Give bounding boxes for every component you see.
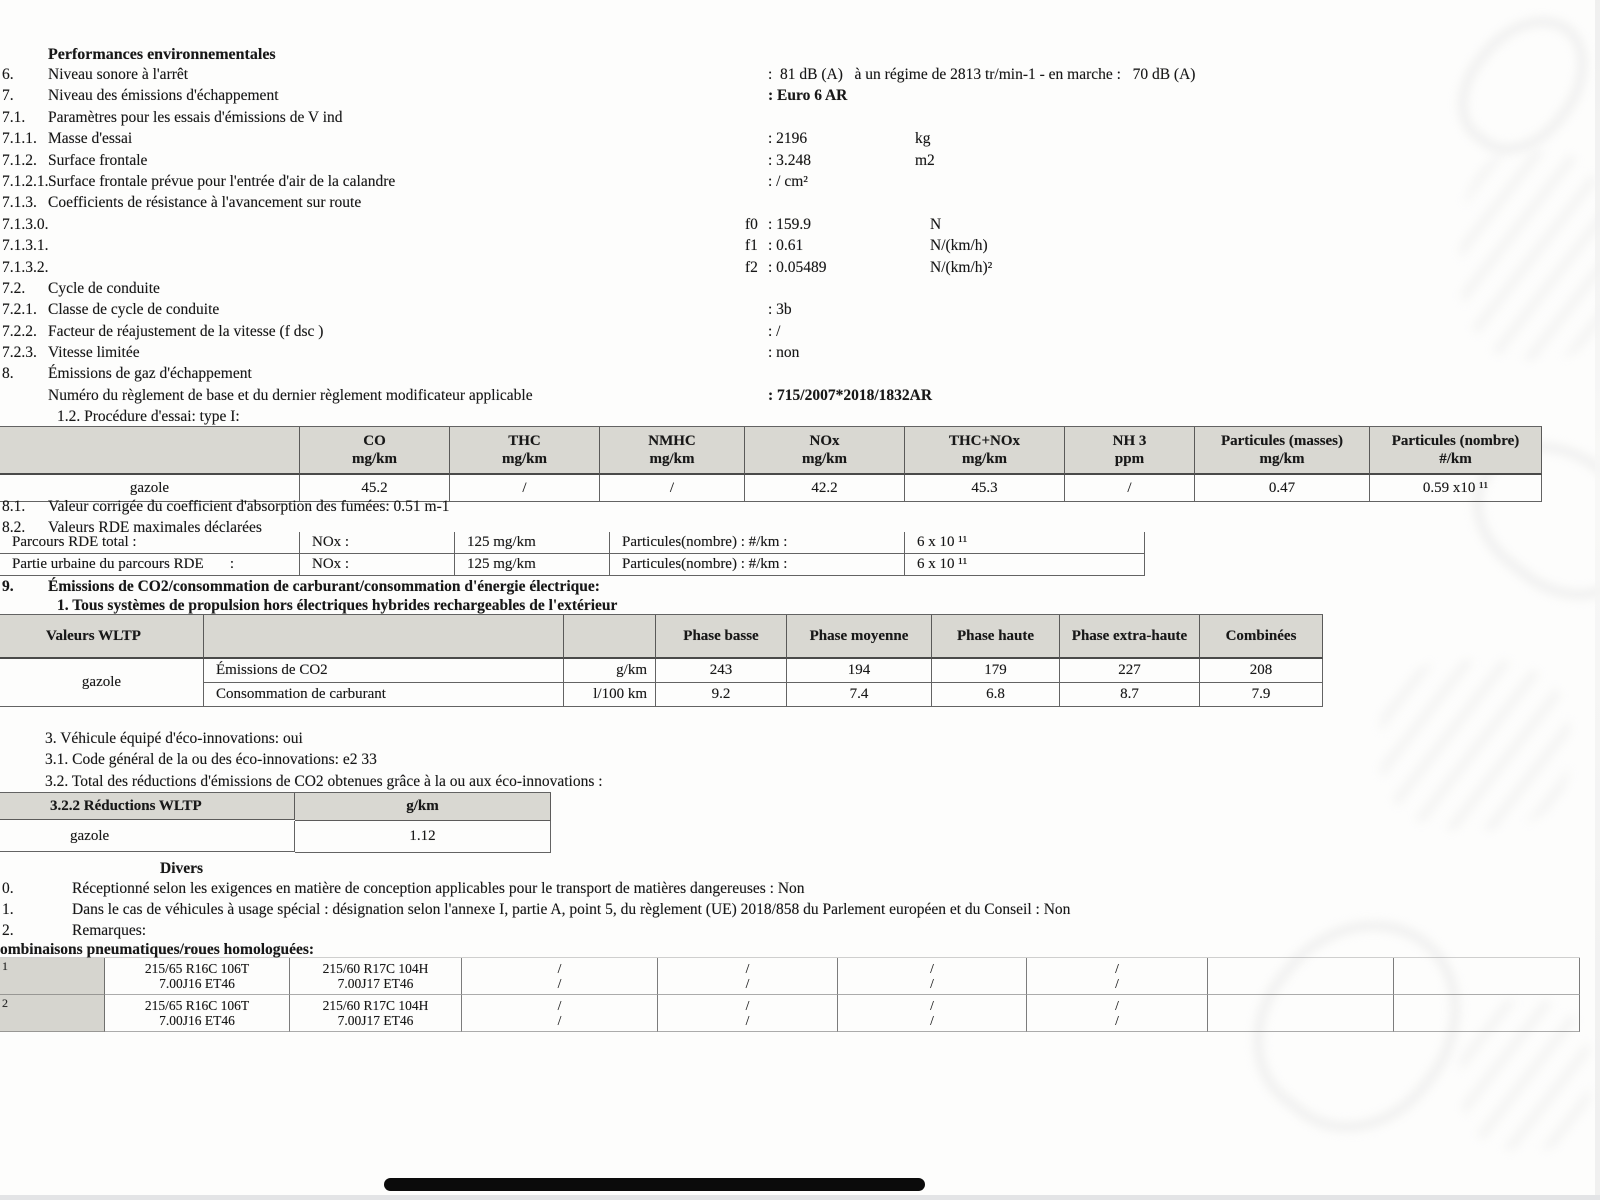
emissions-header-cell [300, 427, 450, 475]
tyre-spec-cell [658, 995, 838, 1032]
eco-value-cell: 1.12 [295, 821, 551, 853]
redaction-bar [384, 1178, 925, 1191]
wltp-header [0, 614, 1323, 659]
eco-table-row [0, 821, 551, 853]
item-number: 8. [2, 365, 14, 383]
list-item [0, 259, 1600, 280]
pollutant-name: THC+NOx [948, 433, 1021, 449]
pollutant-unit: mg/km [352, 451, 397, 467]
wltp-value-cell: 9.2 [656, 683, 787, 707]
item-label: Remarques: [72, 922, 147, 939]
item-label: Surface frontale prévue pour l'entrée d'air de la calandre [48, 172, 396, 190]
coefficient-code: f0 [745, 215, 758, 233]
emissions-header-cell [450, 427, 600, 475]
pollutant-unit: mg/km [962, 451, 1007, 467]
item-unit: N/(km/h) [930, 237, 988, 255]
item-number: 7. [2, 87, 14, 105]
rde-row [0, 532, 1145, 554]
item-value: : Euro 6 AR [768, 87, 848, 105]
tyre-row-number: 2 [2, 996, 8, 1010]
list-item [0, 344, 1600, 365]
list-item [0, 152, 1600, 173]
wltp-phase-cell: Phase extra-haute [1060, 615, 1200, 659]
item-number: 6. [2, 66, 14, 83]
tyre-spec-line: / [745, 976, 750, 991]
wltp-phase-cell: Phase moyenne [787, 615, 932, 659]
item-label: Numéro du règlement de base et du dernier règlement modificateur applicable [48, 386, 533, 404]
eco-table-header [0, 792, 551, 821]
item-value: : 159.9 [768, 215, 812, 233]
list-item [0, 301, 1600, 322]
item-label: Facteur de réajustement de la vitesse (f dsc ) [48, 322, 324, 340]
item-unit: m2 [915, 151, 935, 169]
tyre-spec-cell [462, 995, 658, 1032]
item-value: : / [768, 322, 781, 340]
wltp-corner-cell: Valeurs WLTP [0, 615, 204, 659]
pollutant-name: NOx [809, 433, 840, 449]
emissions-header-cell [905, 427, 1065, 475]
emissions-value-cell: 0.47 [1195, 475, 1370, 502]
item-label: Coefficients de résistance à l'avancement sur route [48, 194, 362, 212]
pollutant-name: THC [508, 433, 541, 449]
watermark-artifact [1380, 660, 1570, 830]
item-number: 7.1.3.1. [2, 237, 49, 255]
emissions-value-cell: / [600, 475, 745, 502]
rde-cell: Particules(nombre) : #/km : [610, 554, 905, 576]
item-number: 8.2. [2, 519, 26, 537]
item-value: : 0.61 [768, 237, 804, 255]
emissions-header-cell [1195, 427, 1370, 475]
wltp-header-cell [204, 615, 564, 659]
tyre-spec-line: / [557, 1013, 562, 1028]
emissions-table-header [0, 426, 1542, 475]
tyre-spec-line: 215/60 R17C 104H [322, 960, 429, 976]
item-label: Cycle de conduite [48, 279, 160, 297]
wltp-phase-cell: Phase basse [656, 615, 787, 659]
list-item [0, 365, 1600, 386]
pollutant-name: Particules (masses) [1220, 433, 1344, 449]
rde-cell: 125 mg/km [455, 554, 610, 576]
item-value: : 81 dB (A) à un régime de 2813 tr/min-1 - en marche : 70 dB (A) [768, 66, 1196, 83]
wltp-fuel-cell: gazole [0, 659, 204, 707]
pollutant-name: Particules (nombre) [1391, 433, 1520, 449]
tyre-spec-cell [1394, 958, 1580, 995]
divers-list [0, 880, 1600, 943]
wltp-row-unit: g/km [564, 659, 656, 683]
item-number: 0. [2, 880, 14, 897]
item-number: 7.1.3.0. [2, 215, 49, 233]
list-item [0, 280, 1600, 301]
tyre-row-number: 1 [2, 959, 8, 973]
emissions-value-cell: / [1065, 475, 1195, 502]
tyre-spec-cell [1394, 995, 1580, 1032]
tyre-spec-line: / [557, 960, 562, 976]
emissions-header-cell [1065, 427, 1195, 475]
tyre-spec-line: / [930, 1013, 934, 1028]
item-label: Masse d'essai [48, 130, 133, 148]
tyre-spec-line: / [1115, 976, 1119, 991]
tyre-table [0, 957, 1580, 1032]
item-label: Niveau des émissions d'échappement [48, 87, 279, 105]
item-number: 7.1.1. [2, 130, 37, 148]
rde-cell: 6 x 10 ¹¹ [905, 554, 1145, 576]
list-item [0, 87, 1600, 108]
divers-title: Divers [160, 860, 204, 877]
item-label: Classe de cycle de conduite [48, 301, 220, 319]
tyre-spec-cell [1027, 958, 1208, 995]
wltp-phase-cell: Combinées [1200, 615, 1323, 659]
tyre-spec-line: / [930, 997, 934, 1013]
emissions-header-cell [745, 427, 905, 475]
divers-item [0, 901, 1600, 922]
list-item [0, 498, 1600, 519]
tyre-spec-cell [462, 958, 658, 995]
item-number: 7.2. [2, 279, 26, 297]
wltp-value-cell: 227 [1060, 659, 1200, 683]
wltp-value-cell: 7.4 [787, 683, 932, 707]
pollutant-name: CO [363, 433, 386, 449]
item-value: : 715/2007*2018/1832AR [768, 386, 933, 404]
tyre-spec-line: / [557, 976, 562, 991]
wltp-value-cell: 7.9 [1200, 683, 1323, 707]
emissions-value-cell: 42.2 [745, 475, 905, 502]
page-edge-bottom [0, 1195, 1600, 1200]
tyre-combinations-heading: ombinaisons pneumatiques/roues homologuées: [0, 941, 315, 958]
pollutant-name: NH 3 [1112, 433, 1147, 449]
eco-fuel-cell: gazole [0, 821, 295, 852]
item-label: Émissions de gaz d'échappement [48, 365, 252, 383]
eco-line: 3.1. Code général de la ou des éco-innovations: e2 33 [45, 751, 377, 769]
rde-cell: NOx : [300, 532, 455, 554]
wltp-body [0, 659, 1323, 707]
item-label: Surface frontale [48, 151, 148, 169]
emissions-table [0, 426, 1542, 502]
item-label: Émissions de CO2/consommation de carburant/consommation d'énergie électrique: [48, 578, 600, 595]
tyre-row-label-cell [0, 958, 105, 995]
wltp-row-label: Consommation de carburant [204, 683, 564, 707]
item-value: : 3b [768, 301, 792, 319]
list-item [0, 323, 1600, 344]
parameter-list [0, 66, 1600, 430]
tyre-row-label-cell [0, 995, 105, 1032]
eco-line: 3.2. Total des réductions d'émissions de CO2 obtenues grâce à la ou aux éco-innovations : [45, 772, 603, 790]
emissions-value-cell: / [450, 475, 600, 502]
tyre-spec-line: 7.00J16 ET46 [159, 1013, 235, 1028]
wltp-table [0, 614, 1323, 707]
divers-item [0, 880, 1600, 901]
eco-header-cell: 3.2.2 Réductions WLTP [0, 793, 295, 820]
tyre-spec-line: / [1115, 1013, 1119, 1028]
emissions-value-cell: gazole [0, 475, 300, 502]
rde-row [0, 554, 1145, 576]
pollutant-unit: ppm [1114, 451, 1145, 467]
item-value: : non [768, 344, 800, 362]
item-label: Paramètres pour les essais d'émissions de V ind [48, 108, 343, 126]
item-unit: kg [915, 130, 931, 148]
item-number: 7.2.3. [2, 344, 37, 362]
emissions-value-cell: 45.3 [905, 475, 1065, 502]
tyre-spec-line: / [745, 1013, 750, 1028]
item-value: : 2196 [768, 130, 808, 148]
section-title: Performances environnementales [48, 46, 276, 63]
tyre-spec-line: 7.00J17 ET46 [337, 1013, 414, 1028]
eco-innovation-lines [45, 730, 603, 794]
item-number: 7.2.1. [2, 301, 37, 319]
tyre-spec-cell [658, 958, 838, 995]
item-label: Vitesse limitée [48, 344, 140, 362]
emissions-header-cell [600, 427, 745, 475]
rde-table [0, 532, 1145, 576]
wltp-value-cell: 208 [1200, 659, 1323, 683]
wltp-row-label: Émissions de CO2 [204, 659, 564, 683]
tyre-spec-cell [105, 958, 290, 995]
tyre-spec-cell [290, 995, 462, 1032]
tyre-spec-cell [105, 995, 290, 1032]
tyre-spec-line: / [930, 960, 934, 976]
list-item [0, 130, 1600, 151]
item-number: 9. [2, 578, 14, 595]
wltp-value-cell: 6.8 [932, 683, 1060, 707]
tyre-spec-line: / [745, 960, 750, 976]
item-label: Valeur corrigée du coefficient d'absorption des fumées: 0.51 m-1 [48, 498, 450, 515]
item-number: 8.1. [2, 498, 26, 515]
item-number: 2. [2, 922, 14, 939]
tyre-spec-line: 215/65 R16C 106T [144, 960, 250, 976]
wltp-value-cell: 194 [787, 659, 932, 683]
co2-section-subheading: 1. Tous systèmes de propulsion hors électriques hybrides rechargeables de l'extérieur [57, 597, 618, 614]
rde-cell: Partie urbaine du parcours RDE : [0, 554, 300, 576]
item-label: 1.2. Procédure d'essai: type I: [57, 408, 240, 426]
tyre-spec-cell [290, 958, 462, 995]
page-edge-right [1595, 0, 1600, 1200]
rde-cell: 6 x 10 ¹¹ [905, 532, 1145, 554]
tyre-spec-cell [1208, 995, 1394, 1032]
rde-cell: Particules(nombre) : #/km : [610, 532, 905, 554]
eco-line: 3. Véhicule équipé d'éco-innovations: oui [45, 730, 303, 747]
divers-item [0, 922, 1600, 943]
item-label: Valeurs RDE maximales déclarées [48, 519, 262, 537]
pollutant-unit: mg/km [502, 451, 547, 467]
rde-cell: NOx : [300, 554, 455, 576]
wltp-value-cell: 243 [656, 659, 787, 683]
item-value: : 0.05489 [768, 258, 827, 276]
tyre-spec-line: 7.00J16 ET46 [159, 976, 235, 991]
pollutant-unit: mg/km [802, 451, 847, 467]
tyre-spec-cell [838, 995, 1027, 1032]
tyre-spec-line: 7.00J17 ET46 [337, 976, 414, 991]
pollutant-unit: mg/km [649, 451, 695, 467]
tyre-spec-line: / [930, 976, 934, 991]
tyre-spec-cell [838, 958, 1027, 995]
wltp-phase-cell: Phase haute [932, 615, 1060, 659]
item-number: 7.1.2. [2, 151, 37, 169]
emissions-value-cell: 0.59 x10 ¹¹ [1370, 475, 1542, 502]
item-unit: N/(km/h)² [930, 258, 993, 276]
list-item [0, 173, 1600, 194]
emissions-header-cell [1370, 427, 1542, 475]
item-number: 7.2.2. [2, 322, 37, 340]
pollutant-name: NMHC [648, 433, 696, 449]
list-item [0, 66, 1600, 87]
emissions-value-cell: 45.2 [300, 475, 450, 502]
tyre-row [0, 995, 1580, 1032]
tyre-spec-cell [1208, 958, 1394, 995]
item-number: 7.1.2.1. [2, 172, 49, 190]
item-label: Dans le cas de véhicules à usage spécial : désignation selon l'annexe I, partie A, point 5, du règlement (UE) 2018/858 du Parlement européen et du Conseil : Non [72, 901, 1071, 918]
tyre-spec-line: 215/65 R16C 106T [144, 997, 250, 1013]
pollutant-unit: #/km [1439, 451, 1472, 467]
item-number: 1. [2, 901, 14, 918]
list-item [0, 194, 1600, 215]
item-unit: N [930, 215, 942, 233]
list-item [0, 109, 1600, 130]
eco-reductions-table [0, 792, 551, 853]
tyre-row [0, 958, 1580, 995]
item-value: : / cm² [768, 172, 808, 190]
item-value: : 3.248 [768, 151, 812, 169]
tyre-spec-line: / [557, 997, 562, 1013]
list-item [0, 387, 1600, 408]
tyre-spec-cell [1027, 995, 1208, 1032]
list-item [0, 216, 1600, 237]
wltp-value-cell: 179 [932, 659, 1060, 683]
tyre-spec-line: 215/60 R17C 104H [322, 997, 429, 1013]
emissions-header-cell [0, 427, 300, 475]
rde-cell: 125 mg/km [455, 532, 610, 554]
tyre-spec-line: / [745, 997, 750, 1013]
coefficient-code: f1 [745, 237, 758, 255]
wltp-row-unit: l/100 km [564, 683, 656, 707]
tyre-spec-line: / [1115, 997, 1119, 1013]
item-number: 7.1. [2, 108, 26, 126]
eco-header-cell: g/km [295, 793, 551, 821]
tyre-spec-line: / [1115, 960, 1119, 976]
wltp-header-cell [564, 615, 656, 659]
item-label: Réceptionné selon les exigences en matière de conception applicables pour le transport de matières dangereuses : Non [72, 880, 805, 897]
item-label: Niveau sonore à l'arrêt [48, 66, 189, 83]
coefficient-code: f2 [745, 258, 758, 276]
list-item [0, 237, 1600, 258]
wltp-value-cell: 8.7 [1060, 683, 1200, 707]
pollutant-unit: mg/km [1259, 451, 1305, 467]
item-number: 7.1.3.2. [2, 258, 49, 276]
item-number: 7.1.3. [2, 194, 37, 212]
rde-cell: Parcours RDE total : [0, 532, 300, 554]
